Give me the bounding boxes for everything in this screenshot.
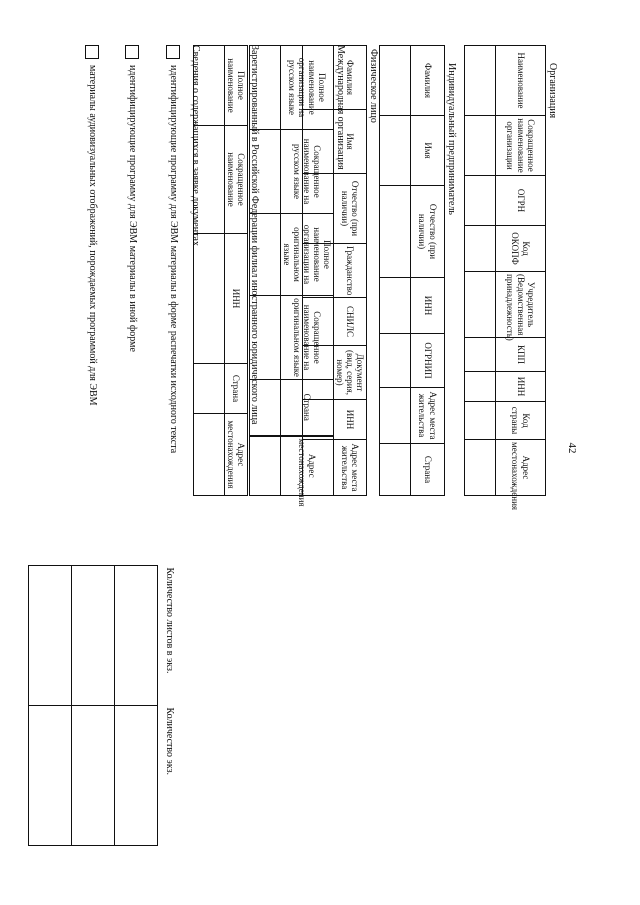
ip-cell[interactable] (380, 116, 411, 186)
ip-header-surname: Фамилия (411, 46, 445, 116)
org-cell[interactable] (465, 372, 496, 402)
copies-count-cell[interactable] (72, 706, 115, 846)
page-number: 42 (566, 442, 578, 454)
mo-header-short-name-ru: Сокращенное наименование на русском языке (280, 130, 333, 214)
filial-table (193, 45, 248, 496)
checkbox-audiovisual[interactable] (85, 45, 99, 59)
mo-header-full-name-orig: Полное наименование организации на оригинальном языке (280, 214, 333, 296)
org-cell[interactable] (465, 46, 496, 116)
doc-option-label: идентифицирующие программу для ЭВМ материалы в иной форме (126, 65, 138, 352)
copies-count-cell[interactable] (29, 706, 72, 846)
doc-option-other-form[interactable] (124, 45, 140, 352)
mo-header-country: Страна (280, 380, 333, 436)
mo-cell[interactable] (249, 436, 280, 496)
ip-cell[interactable] (380, 278, 411, 334)
copies-count-label: Количество экз. (163, 707, 175, 776)
ip-cell[interactable] (380, 444, 411, 496)
ip-header-name: Имя (411, 116, 445, 186)
org-header-name: Наименование (496, 46, 546, 116)
filial-cell[interactable] (193, 364, 224, 414)
ip-title: Индивидуальный предприниматель (446, 63, 457, 215)
org-cell[interactable] (465, 402, 496, 440)
ip-cell[interactable] (380, 46, 411, 116)
fl-header-surname: Фамилия (333, 46, 366, 110)
ip-table (379, 45, 445, 496)
form-sheet (20, 45, 560, 845)
ip-data-row (380, 46, 411, 496)
org-header-kpp: КПП (496, 338, 546, 372)
org-cell[interactable] (465, 440, 496, 496)
org-cell[interactable] (465, 226, 496, 272)
fl-header-snils: СНИЛС (333, 298, 366, 346)
ip-header-ogrnip: ОГРНИП (411, 334, 445, 388)
org-header-ogrn: ОГРН (496, 176, 546, 226)
filial-header-short-name: Сокращенное наименование (224, 126, 247, 234)
ip-cell[interactable] (380, 334, 411, 388)
filial-header-full-name: Полное наименование (224, 46, 247, 126)
sheets-per-copy-cell[interactable] (72, 566, 115, 706)
ip-header-inn: ИНН (411, 278, 445, 334)
fl-header-citizenship: Гражданство (333, 244, 366, 298)
fl-header-patronymic: Отчество (при наличии) (333, 174, 366, 244)
org-header-country-code: Код страны (496, 402, 546, 440)
ip-header-residence: Адрес места жительства (411, 388, 445, 444)
sheets-per-copy-label: Количество листов в экз. (163, 567, 175, 674)
org-data-row (465, 46, 496, 496)
filial-title: Зарегистрированный в Российской Федерации филиал иностранного юридического лица (249, 45, 260, 425)
fl-header-inn: ИНН (333, 400, 366, 440)
org-header-inn: ИНН (496, 372, 546, 402)
org-header-address: Адрес местонахождения (496, 440, 546, 496)
fl-header-residence: Адрес места жительства (333, 440, 366, 496)
mo-table (249, 45, 334, 507)
org-header-short-name: Сокращенное наименование организации (496, 116, 546, 176)
filial-cell[interactable] (193, 234, 224, 364)
org-cell[interactable] (465, 176, 496, 226)
fl-title: Физическое лицо (368, 49, 379, 123)
fl-header-name: Имя (333, 110, 366, 174)
checkbox-other-form[interactable] (125, 45, 139, 59)
org-table (464, 45, 546, 511)
fl-header-document: Документ (вид, серия, номер) (333, 346, 366, 400)
filial-header-country: Страна (224, 364, 247, 414)
filial-header-address: Адрес местонахождения (224, 414, 247, 496)
sheets-per-copy-cell[interactable] (115, 566, 158, 706)
filial-header-inn: ИНН (224, 234, 247, 364)
org-title: Организация (547, 63, 558, 119)
mo-header-full-name-ru: Полное наименование организации на русском языке (280, 46, 333, 130)
ip-cell[interactable] (380, 186, 411, 278)
sheet-count-table (28, 565, 180, 846)
checkbox-source-text[interactable] (166, 45, 180, 59)
doc-option-source-text[interactable] (165, 45, 181, 453)
ip-cell[interactable] (380, 388, 411, 444)
org-cell[interactable] (465, 272, 496, 338)
mo-header-address: Адрес местонахождения (280, 436, 333, 496)
ip-header-patronymic: Отчество (при наличии) (411, 186, 445, 278)
mo-header-short-name-orig: Сокращенное наименование на оригинальном языке (280, 296, 333, 380)
ip-header-country: Страна (411, 444, 445, 496)
docs-title: Сведения о содержащихся в заявке документах (190, 45, 201, 246)
org-cell[interactable] (465, 116, 496, 176)
copies-count-cell[interactable] (115, 706, 158, 846)
org-header-founder: Учредитель (Ведомственная принадлежность) (496, 272, 546, 338)
sheets-per-copy-cell[interactable] (29, 566, 72, 706)
doc-option-label: материалы аудиовизуальных отображений, порождаемых программой для ЭВМ (86, 65, 98, 406)
org-cell[interactable] (465, 338, 496, 372)
filial-cell[interactable] (193, 414, 224, 496)
doc-option-label: идентифицирующие программу для ЭВМ материалы в форме распечатки исходного текста (167, 65, 179, 454)
org-header-okopf: Код ОКОПФ (496, 226, 546, 272)
doc-option-audiovisual[interactable] (84, 45, 100, 406)
mo-title: Международная организация (335, 45, 346, 170)
